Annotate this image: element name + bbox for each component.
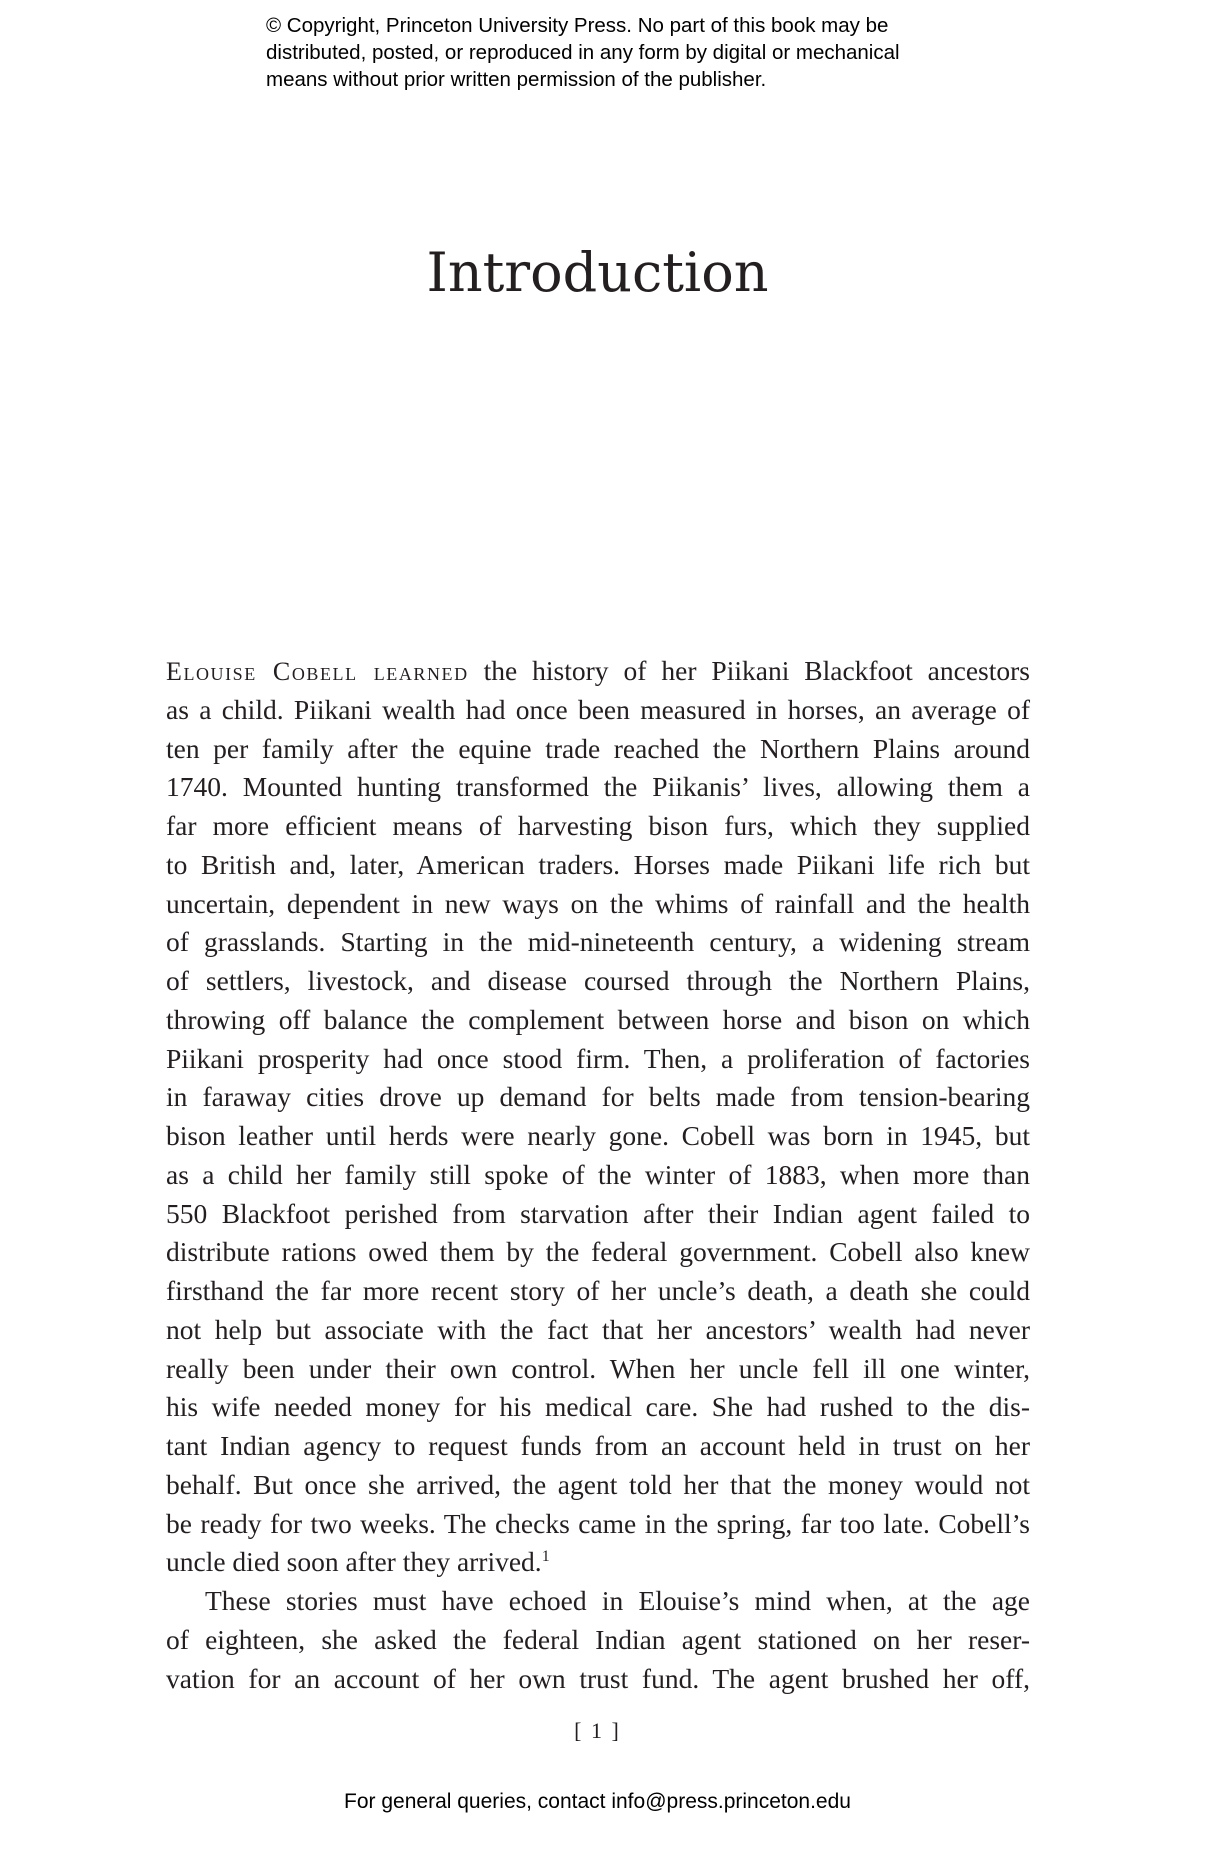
text-line: his wife needed money for his medical care. She had rushed to the dis- bbox=[166, 1391, 1030, 1423]
text-line: vation for an account of her own trust fund. The agent brushed her off, bbox=[166, 1662, 1030, 1694]
text-line: uncertain, dependent in new ways on the whims of rainfall and the health bbox=[166, 887, 1030, 919]
copyright-notice bbox=[266, 12, 1026, 93]
text-line: be ready for two weeks. The checks came in the spring, far too late. Cobell’s bbox=[166, 1507, 1030, 1539]
chapter-title: Introduction bbox=[426, 241, 769, 304]
text-line: 1740. Mounted hunting transformed the Piikanis’ lives, allowing them a bbox=[166, 771, 1030, 803]
text-line: distribute rations owed them by the federal government. Cobell also knew bbox=[166, 1236, 1030, 1268]
text-line: as a child. Piikani wealth had once been measured in horses, an average of bbox=[166, 693, 1030, 725]
text-line: Piikani prosperity had once stood firm. Then, a proliferation of factories bbox=[166, 1042, 1030, 1074]
text-line: of eighteen, she asked the federal Indian agent stationed on her reser- bbox=[166, 1623, 1030, 1655]
text-line bbox=[166, 652, 1030, 691]
text-line: of settlers, livestock, and disease coursed through the Northern Plains, bbox=[166, 965, 1030, 996]
copyright-line: distributed, posted, or reproduced in any form by digital or mechanical bbox=[266, 41, 900, 64]
text-line-content: uncle died soon after they arrived. bbox=[166, 1546, 542, 1578]
text-line: not help but associate with the fact that her ancestors’ wealth had never bbox=[166, 1313, 1030, 1345]
text-line: to British and, later, American traders. Horses made Piikani life rich but bbox=[166, 848, 1030, 880]
contact-footer: For general queries, contact info@press.princeton.edu bbox=[344, 1790, 851, 1813]
text-line: in faraway cities drove up demand for belts made from tension-bearing bbox=[166, 1081, 1030, 1113]
text-line: of grasslands. Starting in the mid-nineteenth century, a widening stream bbox=[166, 926, 1030, 958]
text-line: ten per family after the equine trade reached the Northern Plains around bbox=[166, 732, 1030, 764]
text-line: far more efficient means of harvesting bison furs, which they supplied bbox=[166, 810, 1030, 841]
copyright-line: © Copyright, Princeton University Press. No part of this book may be bbox=[266, 14, 889, 37]
copyright-line: means without prior written permission of the publisher. bbox=[266, 68, 767, 91]
text-line: throwing off balance the complement between horse and bison on which bbox=[166, 1003, 1030, 1035]
body-text bbox=[166, 652, 1030, 1698]
footnote-marker[interactable]: 1 bbox=[541, 1548, 550, 1566]
lead-in-small-caps: Elouise Cobell learned bbox=[166, 657, 469, 686]
text-line: really been under their own control. When her uncle fell ill one winter, bbox=[166, 1352, 1030, 1384]
text-line: as a child her family still spoke of the winter of 1883, when more than bbox=[166, 1158, 1030, 1190]
text-line: These stories must have echoed in Elouise’s mind when, at the age bbox=[205, 1585, 1030, 1616]
page-number: [ 1 ] bbox=[574, 1718, 621, 1743]
text-line: tant Indian agency to request funds from an account held in trust on her bbox=[166, 1430, 1030, 1461]
text-line: behalf. But once she arrived, the agent told her that the money would not bbox=[166, 1468, 1030, 1500]
text-line bbox=[166, 1543, 1030, 1582]
text-line-content: the history of her Piikani Blackfoot ancestors bbox=[468, 655, 1030, 686]
text-line: 550 Blackfoot perished from starvation after their Indian agent failed to bbox=[166, 1197, 1030, 1229]
text-line: firsthand the far more recent story of her uncle’s death, a death she could bbox=[166, 1275, 1030, 1306]
text-line: bison leather until herds were nearly gone. Cobell was born in 1945, but bbox=[166, 1120, 1030, 1151]
